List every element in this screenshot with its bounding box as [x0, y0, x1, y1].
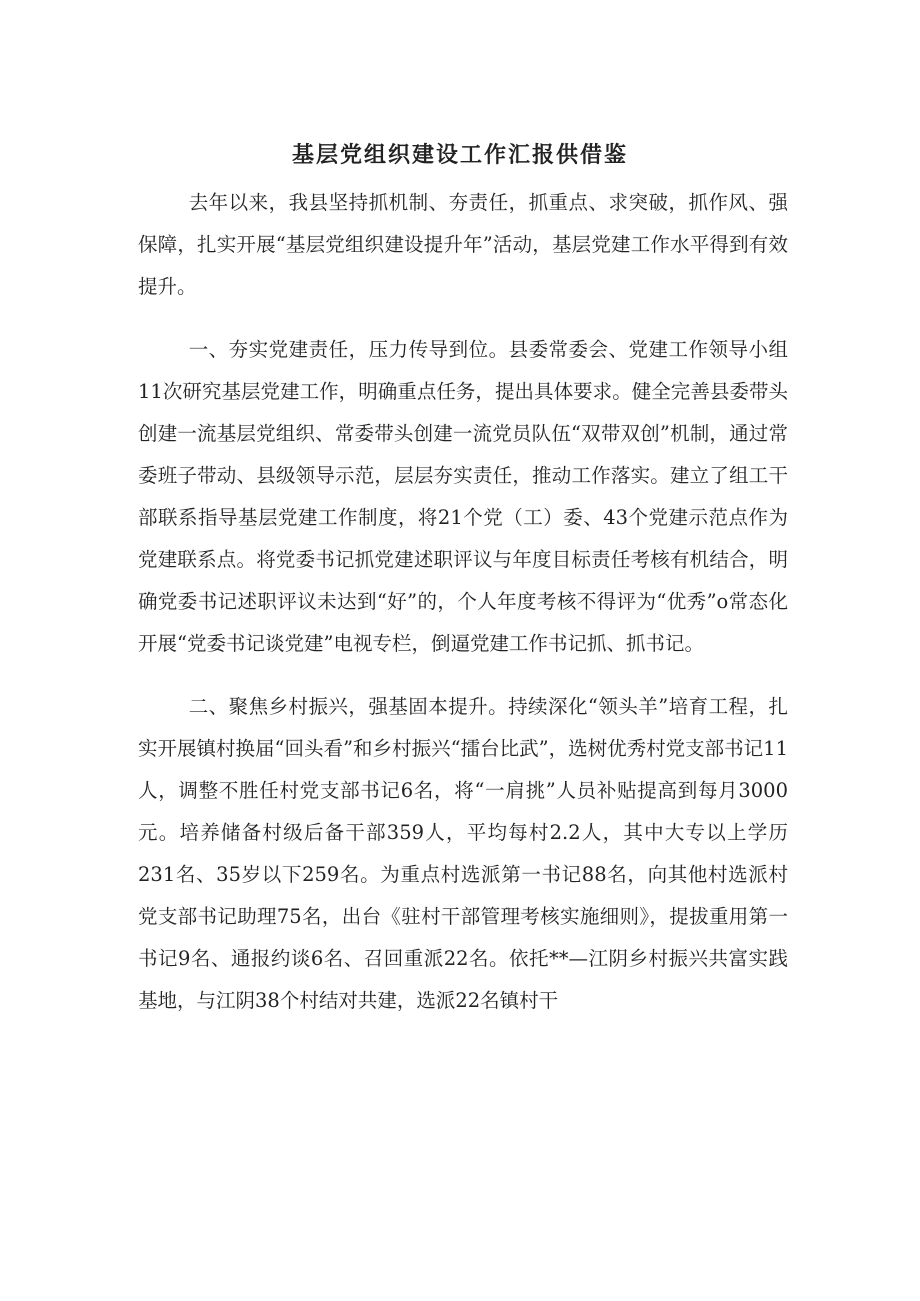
paragraph-section-two: 二、聚焦乡村振兴，强基固本提升。持续深化“领头羊”培育工程，扎实开展镇村换届“回头看”和乡村振兴“擂台比武”，选树优秀村党支部书记11人，调整不胜任村党支部书记6名，将“一肩挑”人员补贴提高到每月3000元。培养储备村级后备干部359人，平均每村2.2人，其中大专以上学历231名、35岁以下259名。为重点村选派第一书记88名，向其他村选派村党支部书记助理75名，出台《驻村干部管理考核实施细则》，提拔重用第一书记9名、通报约谈6名、召回重派22名。依托**—江阴乡村振兴共富实践基地，与江阴38个村结对共建，选派22名镇村干 [138, 695, 788, 1012]
paragraph-section-one: 一、夯实党建责任，压力传导到位。县委常委会、党建工作领导小组11次研究基层党建工作，明确重点任务，提出具体要求。健全完善县委带头创建一流基层党组织、常委带头创建一流党员队伍“双带双创”机制，通过常委班子带动、县级领导示范，层层夯实责任，推动工作落实。建立了组工干部联系指导基层党建工作制度，将21个党（工）委、43个党建示范点作为党建联系点。将党委书记抓党建述职评议与年度目标责任考核有机结合，明确党委书记述职评议未达到“好”的，个人年度考核不得评为“优秀”o常态化开展“党委书记谈党建”电视专栏，倒逼党建工作书记抓、抓书记。 [138, 338, 788, 655]
document-body [138, 182, 788, 1043]
paragraph-intro: 去年以来，我县坚持抓机制、夯责任，抓重点、求突破，抓作风、强保障，扎实开展“基层党组织建设提升年”活动，基层党建工作水平得到有效提升。 [138, 191, 788, 298]
document-title: 基层党组织建设工作汇报供借鉴 [291, 142, 628, 168]
